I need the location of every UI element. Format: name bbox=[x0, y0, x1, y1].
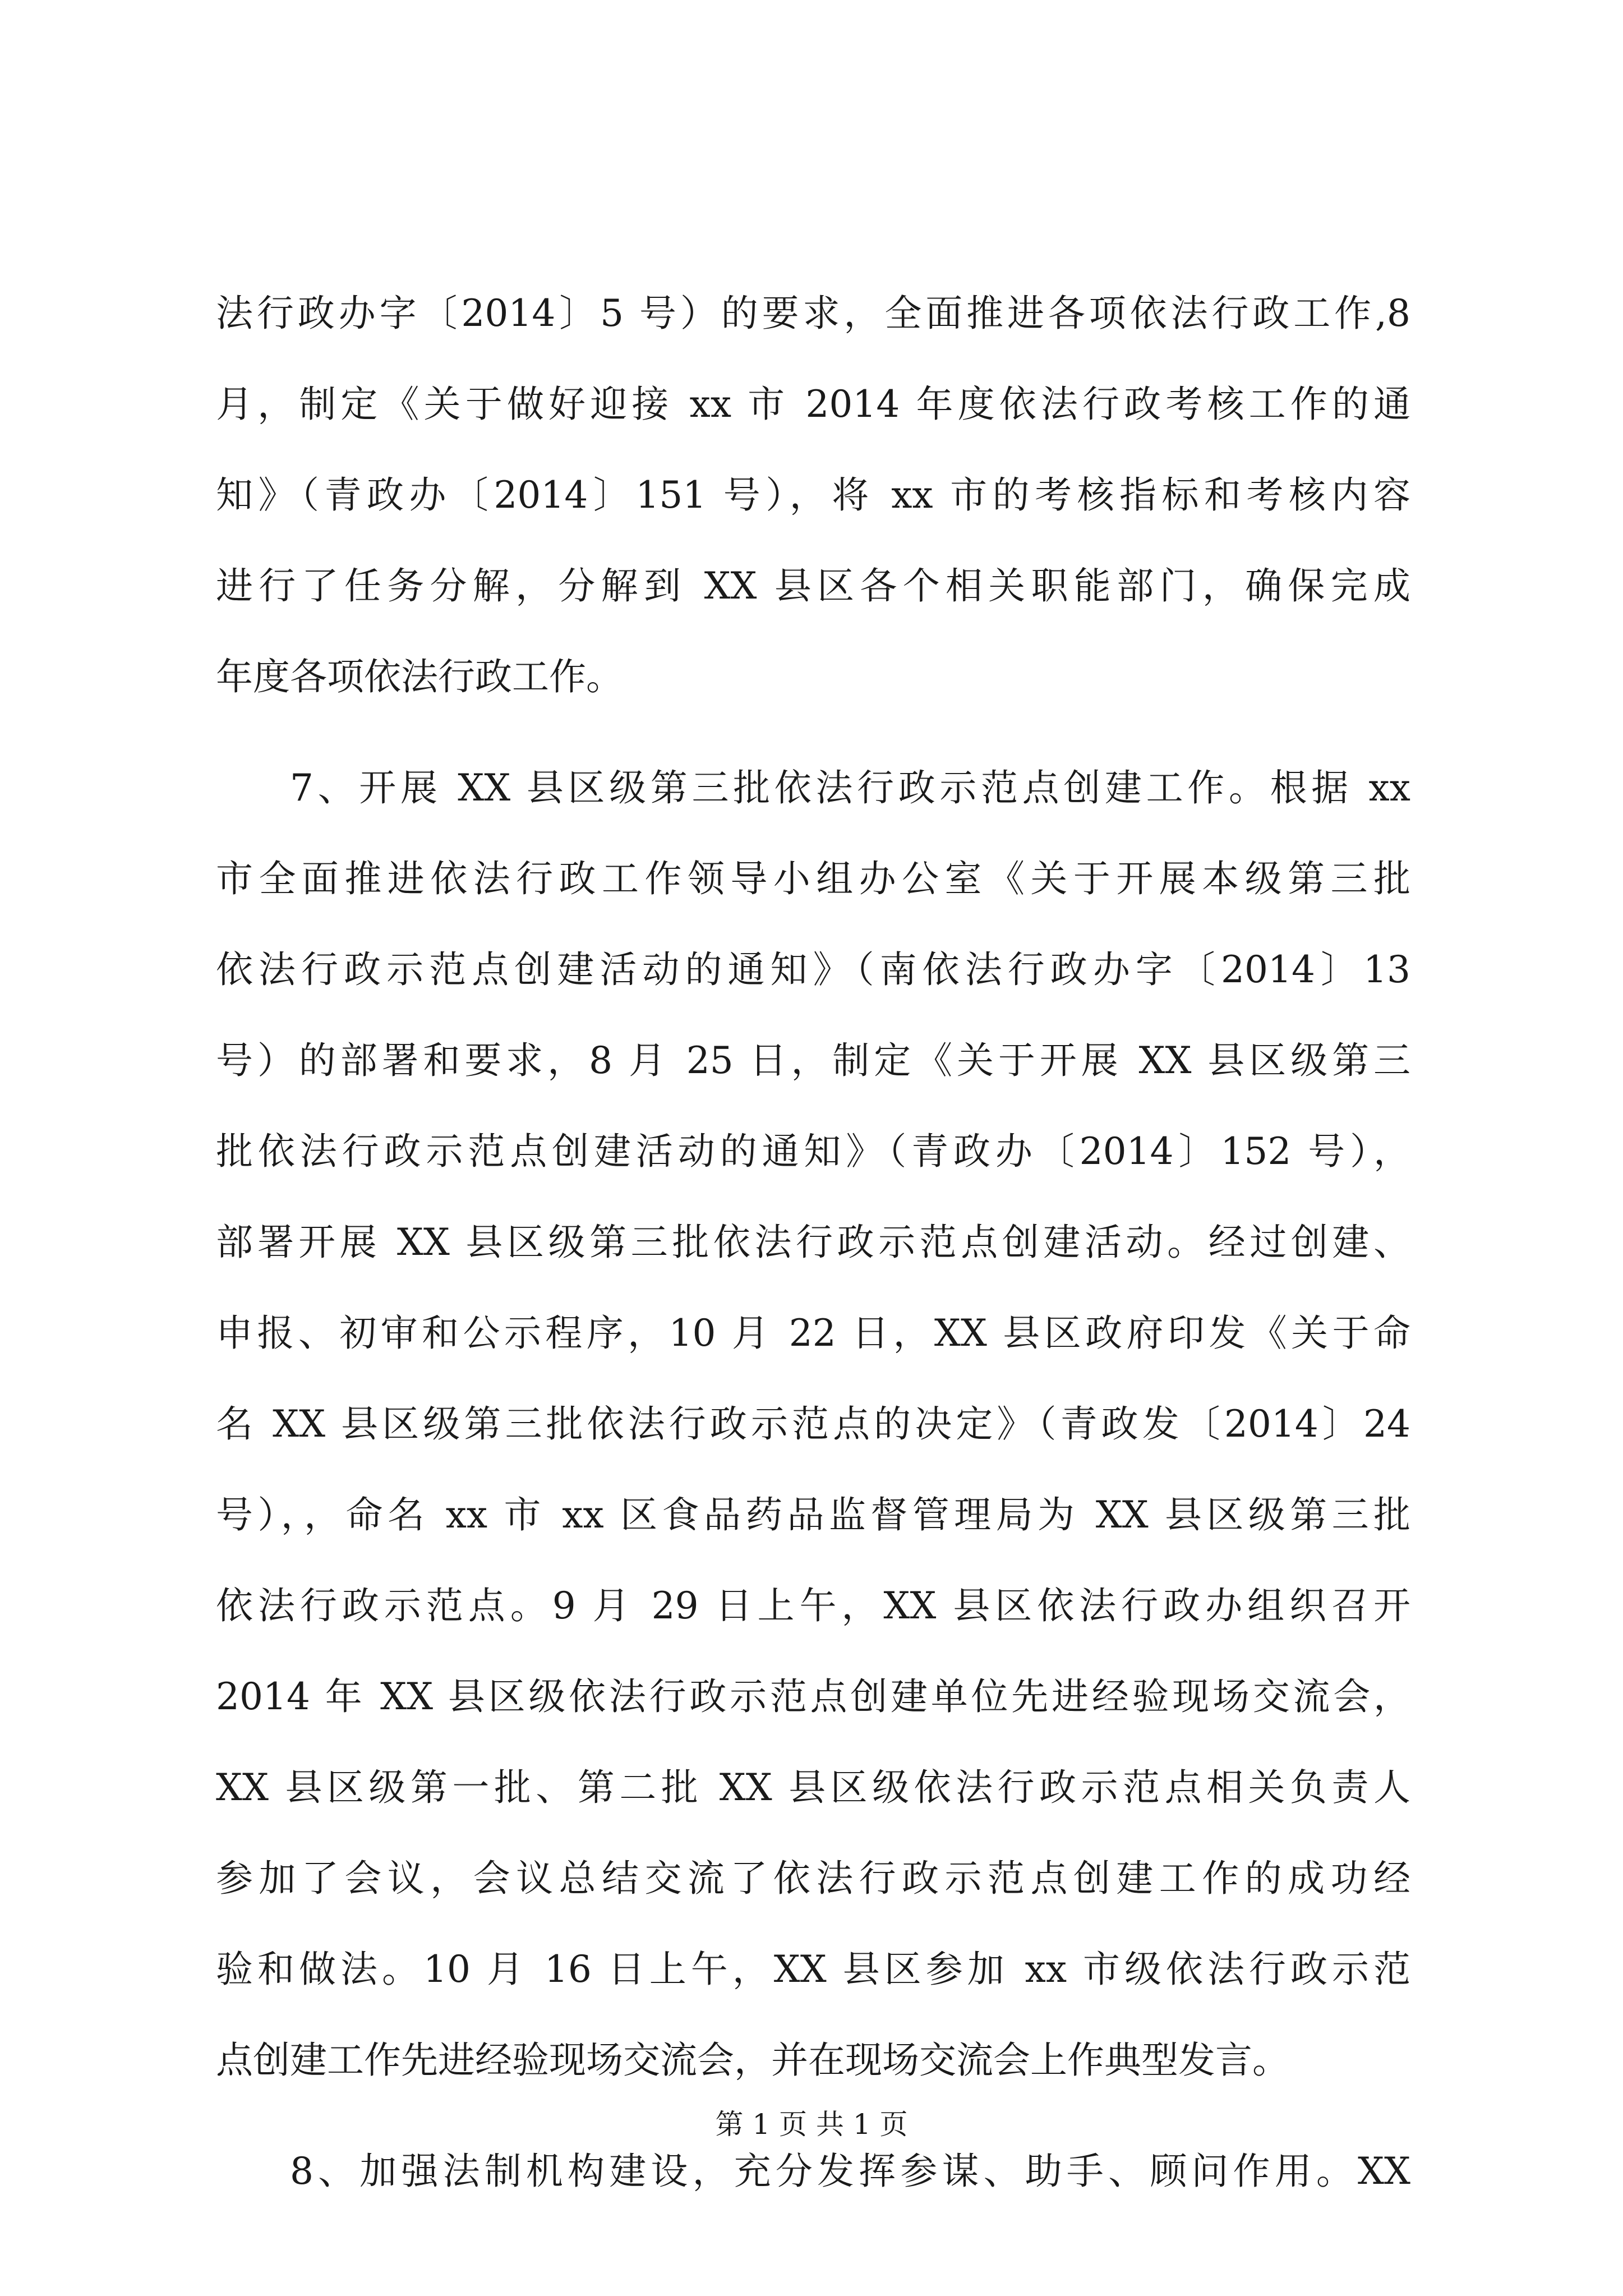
text-line: 名 XX 县区级第三批依法行政示范点的决定》（青政发〔2014〕24 bbox=[216, 1402, 1410, 1446]
text-line: XX 县区级第一批、第二批 XX 县区级依法行政示范点相关负责人 bbox=[216, 1766, 1410, 1809]
text-line: 点创建工作先进经验现场交流会，并在现场交流会上作典型发言。 bbox=[216, 2039, 1289, 2082]
text-line: 参加了会议，会议总结交流了依法行政示范点创建工作的成功经 bbox=[216, 1857, 1410, 1900]
document-body bbox=[216, 268, 1410, 2217]
text-line: 验和做法。10 月 16 日上午，XX 县区参加 xx 市级依法行政示范 bbox=[216, 1948, 1410, 1991]
text-line: 部署开展 XX 县区级第三批依法行政示范点创建活动。经过创建、 bbox=[216, 1221, 1410, 1264]
text-line: 法行政办字〔2014〕5 号）的要求，全面推进各项依法行政工作,8 bbox=[216, 292, 1410, 335]
text-line: 申报、初审和公示程序，10 月 22 日，XX 县区政府印发《关于命 bbox=[216, 1312, 1410, 1355]
paragraph bbox=[216, 743, 1410, 2106]
paragraph bbox=[216, 268, 1410, 723]
text-line: 月，制定《关于做好迎接 xx 市 2014 年度依法行政考核工作的通 bbox=[216, 383, 1410, 426]
text-line: 年度各项依法行政工作。 bbox=[216, 655, 623, 698]
text-line: 8、加强法制机构建设，充分发挥参谋、助手、顾问作用。XX bbox=[290, 2150, 1410, 2193]
page-number-footer: 第 1 页 共 1 页 bbox=[715, 2108, 908, 2141]
text-line: 号）的部署和要求，8 月 25 日，制定《关于开展 XX 县区级第三 bbox=[216, 1039, 1410, 1082]
text-line: 依法行政示范点。9 月 29 日上午，XX 县区依法行政办组织召开 bbox=[216, 1584, 1410, 1627]
text-line: 号），，命名 xx 市 xx 区食品药品监督管理局为 XX 县区级第三批 bbox=[216, 1493, 1410, 1536]
text-line: 市全面推进依法行政工作领导小组办公室《关于开展本级第三批 bbox=[216, 857, 1410, 900]
text-line: 进行了任务分解，分解到 XX 县区各个相关职能部门，确保完成 bbox=[216, 564, 1410, 608]
text-line: 批依法行政示范点创建活动的通知》（青政办〔2014〕152 号）， bbox=[216, 1130, 1410, 1173]
text-line: 知》（青政办〔2014〕151 号），将 xx 市的考核指标和考核内容 bbox=[216, 473, 1410, 517]
text-line: 依法行政示范点创建活动的通知》（南依法行政办字〔2014〕13 bbox=[216, 948, 1410, 991]
text-line: 7、开展 XX 县区级第三批依法行政示范点创建工作。根据 xx bbox=[290, 766, 1410, 809]
text-line: 2014 年 XX 县区级依法行政示范点创建单位先进经验现场交流会， bbox=[216, 1675, 1410, 1718]
